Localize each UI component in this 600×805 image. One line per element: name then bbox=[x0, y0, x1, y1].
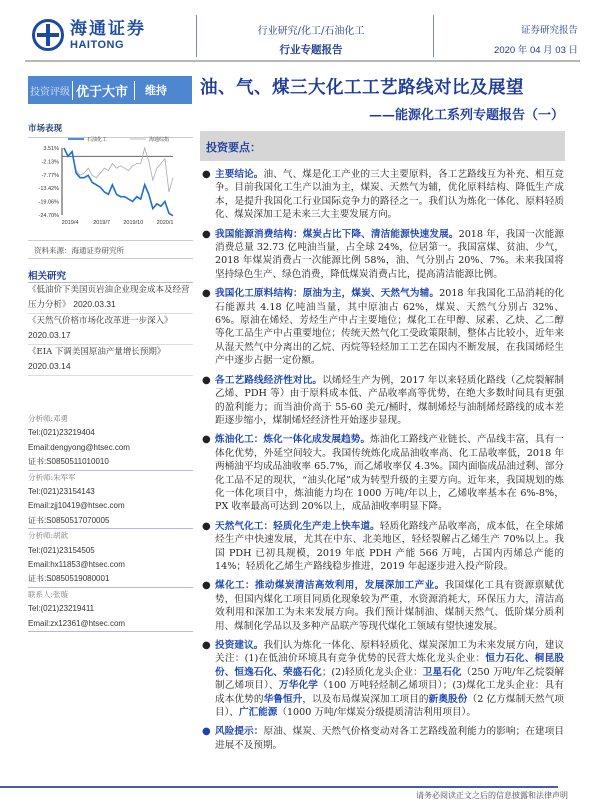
doc-type: 证券研究报告 bbox=[520, 25, 578, 36]
related-report-title[interactable]: 《天然气价格市场化改革进一步深入》 bbox=[28, 316, 173, 326]
analyst-email[interactable]: Email:dengyong@htsec.com bbox=[28, 442, 130, 452]
key-point bbox=[202, 374, 564, 428]
key-point-text: 炼油化工路线产业链长、产品线丰富，具有一体化优势，外延空间较大。我国传统炼化成品油收率高、化工品收率低，2018 年两桶油平均成品油收率 65.7%，而乙烯收率仅 4.3%。国内面临成品油过剩、部分化工品不足的现状，“油头化尾”成为转型升级的主要方向。近年来，我国规划的炼化一体化项目中，炼油能力均在 1000 万吨/年以上，乙烯收率基本在 6%-8%，PX 收率最高可达到 20%以上，成品油收率明显下降。 bbox=[215, 434, 565, 513]
analyst-email[interactable]: Email:hx11853@htsec.com bbox=[28, 560, 125, 570]
key-point-highlight: 天然气化工：轻质化生产走上快车道。 bbox=[215, 520, 380, 532]
y-tick-label: -13.42% bbox=[38, 186, 59, 193]
bullet-icon: ● bbox=[202, 374, 211, 386]
key-point bbox=[202, 639, 564, 719]
report-type: 行业专题报告 bbox=[279, 44, 343, 56]
key-point-highlight: 万华化学 bbox=[278, 680, 319, 692]
related-report-title[interactable]: 《EIA 下调美国原油产量增长预期》 bbox=[28, 347, 166, 357]
y-tick-label: -7.77% bbox=[41, 172, 59, 179]
bullet-icon: ● bbox=[202, 228, 211, 240]
key-point-text: ，以及布局煤炭深加工项目的 bbox=[302, 693, 429, 705]
legend-label: 海通综指 bbox=[149, 137, 170, 143]
analyst-email[interactable]: Email:zx12361@htsec.com bbox=[28, 618, 126, 628]
key-point-text: （100 万吨轻烃制乙烯项目）；(3)煤化工龙头企业：具有成本优势的 bbox=[215, 680, 565, 705]
key-point-highlight: 华鲁恒升 bbox=[263, 693, 303, 705]
related-report[interactable] bbox=[28, 345, 193, 376]
bullet-icon: ● bbox=[202, 169, 211, 180]
key-point-text: 2018 年，我国一次能源消费总量 32.73 亿吨油当量，占全球 24%，位居第一。我国富煤、贫油、少气，2018 年煤炭消费占一次能源比例 58%，油、气分别占 20%、7%。未来我国将坚持绿色生产、绿色消费，降低煤炭消费占比，提高清洁能源比例。 bbox=[215, 228, 565, 280]
key-point-text: （250 万吨/年乙烷裂解制乙烯项目）、 bbox=[215, 666, 565, 692]
key-point-highlight: 炼油化工：炼化一体化成发展趋势。 bbox=[215, 434, 371, 446]
key-point-text: 我们认为炼化一体化、原料轻质化、煤炭深加工为未来发展方向，建议关注：(1)在低油价环境具有竞争优势的民营大炼化龙头企业： bbox=[215, 640, 565, 665]
y-tick-label: 3.51% bbox=[43, 146, 59, 152]
bullet-icon: ● bbox=[202, 288, 211, 300]
chart-source: 资料来源：海通证券研究所 bbox=[34, 246, 124, 255]
key-point-highlight: 我国化工原料结构：原油为主，煤炭、天然气为辅。 bbox=[215, 288, 440, 300]
key-point-text: ；(2)轻质化龙头企业： bbox=[321, 666, 423, 678]
key-point-text: （1000 万吨/年煤炭分级提质清洁利用项目）。 bbox=[277, 707, 476, 719]
related-research-title: 相关研究 bbox=[28, 271, 67, 282]
bullet-icon: ● bbox=[202, 520, 211, 532]
analyst-cert: 证书:S0850511010010 bbox=[28, 457, 109, 467]
key-point-highlight: 我国能源消费结构：煤炭占比下降、清洁能源快速发展。 bbox=[215, 228, 459, 240]
logo-cn: 海通证券 bbox=[70, 19, 146, 39]
y-tick-label: -2.13% bbox=[41, 159, 59, 166]
logo-en: HAITONG bbox=[70, 39, 125, 51]
key-point-text: 原油、煤炭、天然气价格变动对各工艺路线盈利能力的影响；在建项目进展不及预期。 bbox=[215, 726, 565, 751]
analyst-card bbox=[28, 588, 193, 632]
key-point bbox=[202, 168, 564, 222]
key-point bbox=[202, 228, 564, 282]
bullet-icon: ● bbox=[202, 434, 211, 446]
haitong-logo bbox=[32, 14, 182, 56]
key-point-highlight: 煤化工：推动煤炭清洁高效利用，发展深加工产业。 bbox=[215, 580, 445, 592]
key-point-text: 我国煤化工具有资源禀赋优势，但国内煤化工项目同质化现象较为严重，水资源消耗大，环保压力大，清洁高效利用和深加工为未来发展方向。我们预计煤制油、煤制天然气、低阶煤分质利用、煤制化学品以及多种产品联产等现代煤化工领域有望快速发展。 bbox=[215, 580, 565, 632]
analyst-name: 分析师:邓勇 bbox=[28, 414, 69, 423]
key-point-highlight: 广汇能源 bbox=[238, 707, 278, 719]
header-divider bbox=[433, 15, 434, 57]
key-points-body bbox=[202, 168, 564, 758]
rating-change: 维持 bbox=[145, 84, 168, 97]
key-point-text: （2 亿方煤制天然气项目）、 bbox=[215, 693, 565, 719]
key-point-text: 油、气、煤是化工产业的三大主要原料，各工艺路线互为补充、相互竞争。目前我国化工生产以油为主，煤炭、天然气为辅，优化原料结构、降低生产成本，是提升我国化工行业国际竞争力的路径之一。我们认为炼化一体化、原料轻质化、煤炭深加工是未来三大主要发展方向。 bbox=[215, 169, 565, 221]
series-line-0 bbox=[64, 148, 173, 216]
key-point-text: 轻质化路线产品收率高，成本低，在全球烯烃生产中快速发展，尤其在中东、北美地区，轻烃裂解占乙烯生产 70%以上。我国 PDH 已初具规模，2019 年底 PDH 产能 566 万吨，占国内丙烯总产能的 14%；轻质化乙烯生产路线稳步推进，2019 年起逐步进入投产阶段。 bbox=[215, 520, 565, 572]
report-subtitle: ——能源化工系列专题报告（一） bbox=[368, 108, 564, 123]
report-date: 2020 年 04 月 03 日 bbox=[494, 45, 578, 56]
related-report-date: 2020.03.31 bbox=[73, 299, 116, 309]
key-point bbox=[202, 520, 564, 574]
related-research-list bbox=[28, 283, 193, 376]
report-category: 行业研究/化工/石油化工 bbox=[257, 26, 365, 37]
key-point bbox=[202, 579, 564, 633]
key-point-highlight: 风险提示： bbox=[215, 726, 264, 738]
haitong-logo-icon bbox=[32, 19, 64, 51]
related-report-date: 2020.03.17 bbox=[28, 330, 71, 340]
related-report[interactable] bbox=[28, 314, 193, 345]
analyst-name: 联系人:张璇 bbox=[28, 589, 69, 599]
analyst-tel: Tel:(021)23154505 bbox=[28, 545, 95, 555]
y-tick-label: -24.70% bbox=[38, 213, 59, 219]
key-point bbox=[202, 433, 564, 513]
key-point-highlight: 投资建议。 bbox=[215, 640, 264, 651]
analyst-card bbox=[28, 412, 193, 471]
analyst-tel: Tel:(021)23219411 bbox=[28, 604, 95, 614]
key-points-title: 投资要点： bbox=[206, 141, 261, 154]
legend-label: 石油化工 bbox=[87, 137, 108, 143]
related-report[interactable] bbox=[28, 283, 193, 314]
key-point-text: 2018 年我国化工品消耗的化石能源共 4.18 亿吨油当量，其中原油占 62%，煤炭、天然气分别占 32%、6%。原油在烯烃、芳烃生产中占主要地位；煤化工在甲醇、尿素、乙炔、乙二醇等化工品生产中占重要地位；传统天然气化工受政策限制，整体占比较小，近年来从湿天然气中分离出的乙烷、丙烷等轻烃加工工艺在国内不断发展，在我国烯烃生产中逐步占据一定份额。 bbox=[215, 288, 565, 367]
rating-box bbox=[28, 76, 192, 104]
x-tick-label: 2020/1 bbox=[156, 220, 174, 226]
x-tick-label: 2019/10 bbox=[123, 220, 144, 226]
x-tick-label: 2019/7 bbox=[93, 220, 111, 226]
rating-label: 投资评级 bbox=[30, 86, 70, 98]
footer-disclaimer: 请务必阅读正文之后的信息披露和法律声明 bbox=[416, 791, 568, 800]
bullet-icon: ● bbox=[202, 580, 211, 592]
report-title: 油、气、煤三大化工工艺路线对比及展望 bbox=[200, 78, 524, 98]
bullet-icon: ● bbox=[202, 640, 211, 651]
key-point-highlight: 恒力石化、桐昆股份、恒逸石化、荣盛石化 bbox=[215, 653, 565, 678]
key-points-header bbox=[200, 131, 565, 161]
header-rule bbox=[25, 60, 580, 62]
related-report-title[interactable]: 《低油价下美国页岩油企业现金成本及经营压力分析》 bbox=[28, 285, 190, 310]
analyst-cert: 证书:S0850519080001 bbox=[28, 574, 110, 584]
series-line-1 bbox=[64, 148, 173, 192]
analyst-name: 分析师:朱军军 bbox=[28, 472, 76, 482]
market-performance-chart bbox=[28, 136, 198, 236]
analyst-cert: 证书:S0850517070005 bbox=[28, 515, 110, 525]
analyst-name: 分析师:胡歆 bbox=[28, 531, 69, 541]
analyst-email[interactable]: Email:zjj10419@htsec.com bbox=[28, 501, 125, 511]
key-point-text: 以烯烃生产为例，2017 年以来轻质化路线（乙烷裂解制乙烯、PDH 等）由于原料成本低、产品收率高等优势，在绝大多数时间具有更强的盈利能力；而当油价高于 55-60 美元/桶时，煤制烯烃与油制烯烃路线的成本差距逐步缩小，煤制烯烃经济性开始逐步显现。 bbox=[215, 374, 565, 426]
analyst-tel: Tel:(021)23219404 bbox=[28, 428, 95, 438]
key-point bbox=[202, 725, 564, 752]
key-point-highlight: 卫星石化 bbox=[422, 666, 462, 678]
divider bbox=[28, 240, 193, 241]
key-point-highlight: 新奥股份 bbox=[428, 693, 468, 705]
analyst-list bbox=[28, 412, 193, 632]
key-point-highlight: 主要结论。 bbox=[215, 169, 264, 180]
market-performance-title: 市场表现 bbox=[28, 124, 63, 134]
key-point-highlight: 各工艺路线经济性对比。 bbox=[215, 374, 323, 386]
analyst-card bbox=[28, 529, 193, 588]
footer-rule bbox=[0, 786, 558, 788]
x-tick-label: 2019/4 bbox=[61, 220, 79, 226]
y-tick-label: -19.06% bbox=[38, 199, 59, 206]
rating-value: 优于大市 bbox=[72, 81, 135, 100]
key-point bbox=[202, 287, 564, 367]
related-report-date: 2020.03.14 bbox=[28, 361, 71, 371]
divider bbox=[28, 258, 193, 259]
analyst-card bbox=[28, 471, 193, 530]
bullet-icon: ● bbox=[202, 726, 211, 738]
analyst-tel: Tel:(021)23154143 bbox=[28, 487, 95, 497]
